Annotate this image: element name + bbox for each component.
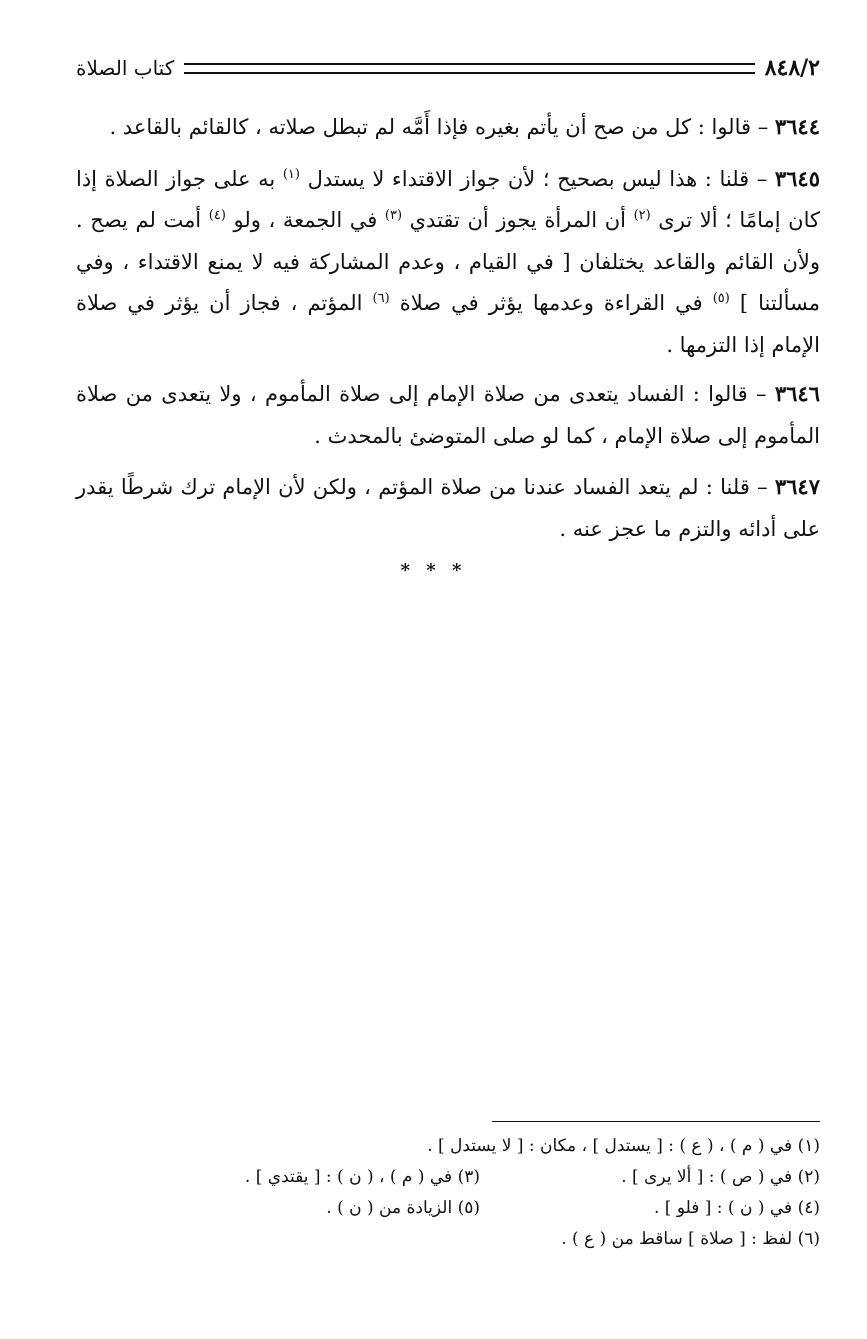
paragraph-text: أمت لم يصح . ولأن القائم والقاعد يختلفان [ في القيام ، وعدم المشاركة فيه لا يمنع الاقتداء ، وفي مسألتنا ] xyxy=(76,208,820,315)
footnote-4: (٤) في ( ن ) : [ فلو ] . xyxy=(653,1198,820,1218)
footnote-6: (٦) لفظ : [ صلاة ] ساقط من ( ع ) . xyxy=(561,1229,820,1249)
paragraph-text: – قالوا : كل من صح أن يأتم بغيره فإذا أَمَّه لم تبطل صلاته ، كالقائم بالقاعد . xyxy=(109,115,775,139)
paragraph-text: في الجمعة ، ولو xyxy=(225,208,385,232)
footnote-2: (٢) في ( ص ) : [ ألا يرى ] . xyxy=(621,1167,820,1187)
footnote-row xyxy=(140,1162,820,1193)
footnote-rule xyxy=(492,1121,820,1122)
page-number: ٨٤٨/٢ xyxy=(764,55,820,81)
paragraph-number: ٣٦٤٥ xyxy=(774,165,820,191)
paragraph-3645 xyxy=(76,158,820,367)
paragraph-text: في القراءة وعدمها يؤثر في صلاة xyxy=(389,291,713,315)
paragraph-text: – قلنا : هذا ليس بصحيح ؛ لأن جواز الاقتداء لا يستدل xyxy=(299,166,775,191)
paragraph-3646 xyxy=(76,373,820,457)
paragraph-text: المؤتم ، فجاز أن يؤثر في صلاة الإمام إذا التزمها . xyxy=(76,291,820,357)
footnote-ref: (٣) xyxy=(384,208,403,223)
footnotes xyxy=(140,1131,820,1255)
page-header xyxy=(76,48,820,88)
footnote-ref: (٢) xyxy=(633,208,651,223)
footnote-3: (٣) في ( م ) ، ( ن ) : [ يقتدي ] . xyxy=(244,1167,480,1187)
paragraph-text: – قلنا : لم يتعد الفساد عندنا من صلاة المؤتم ، ولكن لأن الإمام ترك شرطًا يقدر على أدائه والتزم ما عجز عنه . xyxy=(76,475,820,541)
section-separator: * * * xyxy=(400,560,467,581)
paragraph-3647 xyxy=(76,466,820,550)
footnote-ref: (٦) xyxy=(372,291,390,306)
paragraph-text: أن المرأة يجوز أن تقتدي xyxy=(402,208,634,232)
footnote-ref: (٥) xyxy=(712,291,730,306)
paragraph-3644 xyxy=(76,106,820,149)
footnote-5: (٥) الزيادة من ( ن ) . xyxy=(326,1198,480,1218)
paragraph-number: ٣٦٤٦ xyxy=(774,381,820,406)
paragraph-text: – قالوا : الفساد يتعدى من صلاة الإمام إلى صلاة المأموم ، ولا يتعدى من صلاة المأموم إلى صلاة الإمام ، كما لو صلى المتوضئ بالمحدث . xyxy=(76,382,820,448)
main-text xyxy=(76,106,820,559)
footnote-row xyxy=(140,1193,820,1224)
footnote-ref: (١) xyxy=(282,166,300,182)
paragraph-number: ٣٦٤٧ xyxy=(774,474,820,499)
header-rule xyxy=(184,63,754,74)
footnote-1: (١) في ( م ) ، ( ع ) : [ يستدل ] ، مكان : [ لا يستدل ] . xyxy=(427,1136,820,1156)
paragraph-number: ٣٦٤٤ xyxy=(774,114,820,139)
book-title: كتاب الصلاة xyxy=(76,56,175,80)
footnote-ref: (٤) xyxy=(208,208,226,223)
paragraph-text: به على جواز الصلاة إذا كان إمامًا ؛ ألا ترى xyxy=(76,166,820,232)
